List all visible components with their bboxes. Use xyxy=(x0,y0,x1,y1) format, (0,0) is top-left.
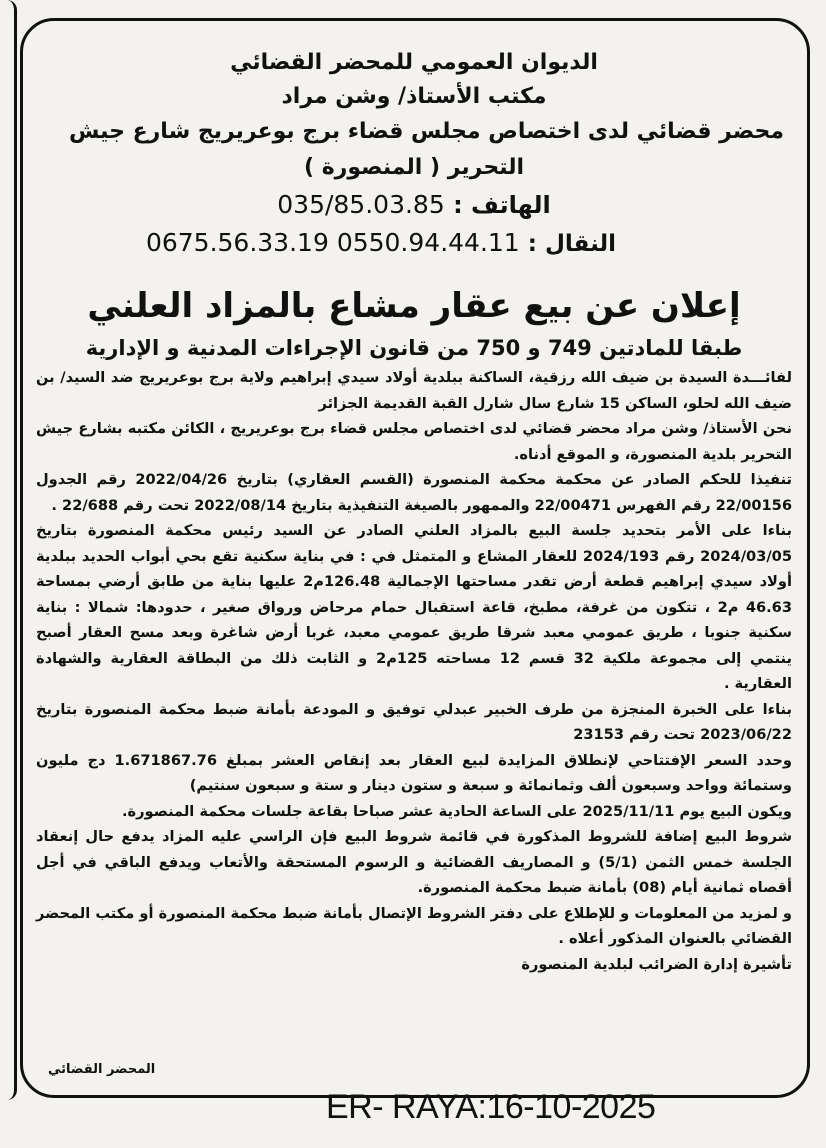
paragraph-expertise: بناءا على الخبرة المنجزة من طرف الخبير عبدلي توفيق و المودعة بأمانة ضبط محكمة المنصورة بتاريخ 2023/06/22 تحت رقم 23153 xyxy=(36,700,792,743)
phone-value: 035/85.03.85 xyxy=(277,190,445,219)
announcement-title: إعلان عن بيع عقار مشاع بالمزاد العلني xyxy=(87,286,741,326)
paragraph-sale-date: ويكون البيع يوم 2025/11/11 على الساعة الحادية عشر صباحا بقاعة جلسات محكمة المنصورة. xyxy=(121,802,792,820)
paragraph-bailiff: نحن الأستاذ/ وشن مراد محضر قضائي لدى اختصاص مجلس قضاء برج بوعريريج ، الكائن مكتبه بشارع جيش التحرير بلدية المنصورة، و الموقع أدناه. xyxy=(36,420,792,463)
paragraph-conditions: شروط البيع إضافة للشروط المذكورة في قائمة شروط البيع فإن الراسي عليه المزاد يدفع حال إنعقاد الجلسة خمس الثمن (5/1) و المصاريف القضائية و الرسوم المستحقة والأتعاب ويدفع الباقي في أجل أقصاه ثمانية أيام (08) بأمانة ضبط محكمة المنصورة. xyxy=(36,828,792,896)
mobile-value: 0550.94.44.11 0675.56.33.19 xyxy=(145,228,520,257)
phone-label: الهاتف : xyxy=(453,191,551,219)
office-holder: مكتب الأستاذ/ وشن مراد xyxy=(281,84,547,109)
office-jurisdiction: محضر قضائي لدى اختصاص مجلس قضاء برج بوعريريج شارع جيش xyxy=(69,119,784,144)
announcement-subtitle: طبقا للمادتين 749 و 750 من قانون الإجراءات المدنية و الإدارية xyxy=(85,336,743,360)
mobile-label: النقال : xyxy=(527,231,616,257)
phone-line xyxy=(36,186,792,224)
office-name: الديوان العمومي للمحضر القضائي xyxy=(230,50,598,75)
mobile-line xyxy=(36,224,792,263)
publication-footer: ER- RAYA:16-10-2025 xyxy=(326,1088,656,1126)
paragraph-information: و لمزيد من المعلومات و للإطلاع على دفتر الشروط الإتصال بأمانة ضبط محكمة المنصورة أو مكتب المحضر القضائي بالعنوان المذكور أعلاه . xyxy=(36,904,792,947)
paragraph-parties: لفائـــدة السيدة بن ضيف الله رزقية، الساكنة ببلدية أولاد سيدي إبراهيم ولاية برج بوعريريج ضد السيد/ بن ضيف الله لحلو، الساكن 15 شارع سال شارل القبة القديمة الجزائر xyxy=(36,369,792,412)
paragraph-tax-visa: تأشيرة إدارة الضرائب لبلدية المنصورة xyxy=(521,955,792,973)
signature: المحضر القضائي xyxy=(48,1062,156,1077)
left-column-border xyxy=(0,0,17,1100)
announcement-content xyxy=(36,46,792,977)
paragraph-price: وحدد السعر الإفتتاحي لإنطلاق المزايدة لبيع العقار بعد إنقاص العشر بمبلغ 1.671867.76 دج مليون وستمائة وواحد وسبعون ألف وثمانمائة و سبعة و ستون دينار و ستة و سبعون سنتيم) xyxy=(36,751,792,794)
paragraph-judgment: تنفيذا للحكم الصادر عن محكمة محكمة المنصورة (القسم العقاري) بتاريخ 2022/04/26 رقم الجدول 22/00156 رقم الفهرس 22/00471 والممهور بالصيغة التنفيذية بتاريخ 2022/08/14 تحت رقم 22/688 . xyxy=(36,471,792,514)
paragraph-property: بناءا على الأمر بتحديد جلسة البيع بالمزاد العلني الصادر عن السيد رئيس محكمة المنصورة بتاريخ 2024/03/05 رقم 2024/193 للعقار المشاع و المتمثل في : في بناية سكنية تقع بحي أبواب الحديد ببلدية أولاد سيدي إبراهيم قطعة أرض تقدر مساحتها الإجمالية 126.48م2 عليها بناية من طابق أرضي بمساحة 46.63 م2 ، تتكون من غرفة، مطبخ، قاعة استقبال حمام مرحاض ورواق صغير ، حدودها: شمالا : بناية سكنية جنوبا ، طريق عمومي معبد شرقا طريق عمومي معبد، غربا أرض شاغرة وبعد مسح العقار أصبح ينتمي إلى مجموعة ملكية 32 قسم 12 مساحته 125م2 و الثابت ذلك من البطاقة العقارية والشهادة العقارية . xyxy=(36,522,792,692)
office-location: التحرير ( المنصورة ) xyxy=(303,155,524,180)
